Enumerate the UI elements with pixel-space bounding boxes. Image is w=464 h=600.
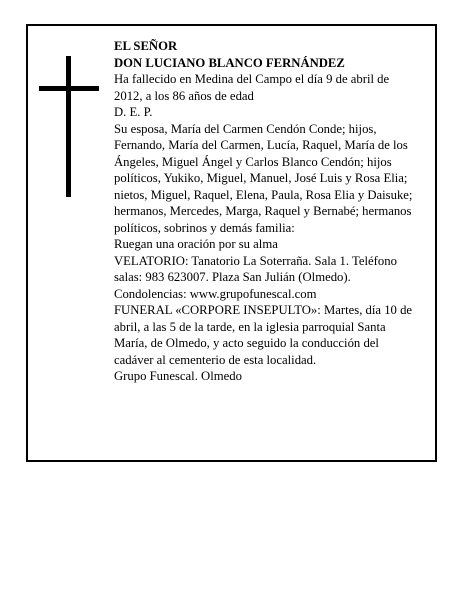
- notice-title: EL SEÑOR: [114, 39, 178, 53]
- rip-text: D. E. P.: [114, 105, 153, 119]
- wake-info: VELATORIO: Tanatorio La Soterraña. Sala 1. Teléfono salas: 983 623007. Plaza San Julián (Olmedo).: [114, 253, 397, 284]
- deceased-name: DON LUCIANO BLANCO FERNÁNDEZ: [114, 55, 345, 70]
- death-announcement: Ha fallecido en Medina del Campo el día 9 de abril de 2012, a los 86 años de edad: [114, 72, 390, 103]
- cross-icon-bar: [39, 86, 99, 91]
- family-list: Su esposa, María del Carmen Cendón Conde; hijos, Fernando, María del Carmen, Lucía, Raquel, María de los Ángeles, Miguel Ángel y Carlos Blanco Cendón; hijos políticos, Yukiko, Miguel, Manuel, José Luis y Rosa Elia; nietos, Miguel, Raquel, Elena, Paula, Rosa Elia y Daisuke; hermanos, Mercedes, Marga, Raquel y Bernabé; hermanos políticos, sobrinos y demás familia:: [114, 121, 413, 235]
- prayer-request: Ruegan una oración por su alma: [114, 237, 278, 251]
- obituary-text: [114, 38, 419, 385]
- funeral-info: FUNERAL «CORPORE INSEPULTO»: Martes, día 10 de abril, a las 5 de la tarde, en la iglesia parroquial Santa María, de Olmedo, y acto seguido la conducción del cadáver al cementerio de esta localidad.: [114, 303, 413, 367]
- condolences-info: Condolencias: www.grupofunescal.com: [114, 286, 317, 301]
- cross-icon: [66, 56, 71, 197]
- funeral-company: Grupo Funescal. Olmedo: [114, 369, 242, 383]
